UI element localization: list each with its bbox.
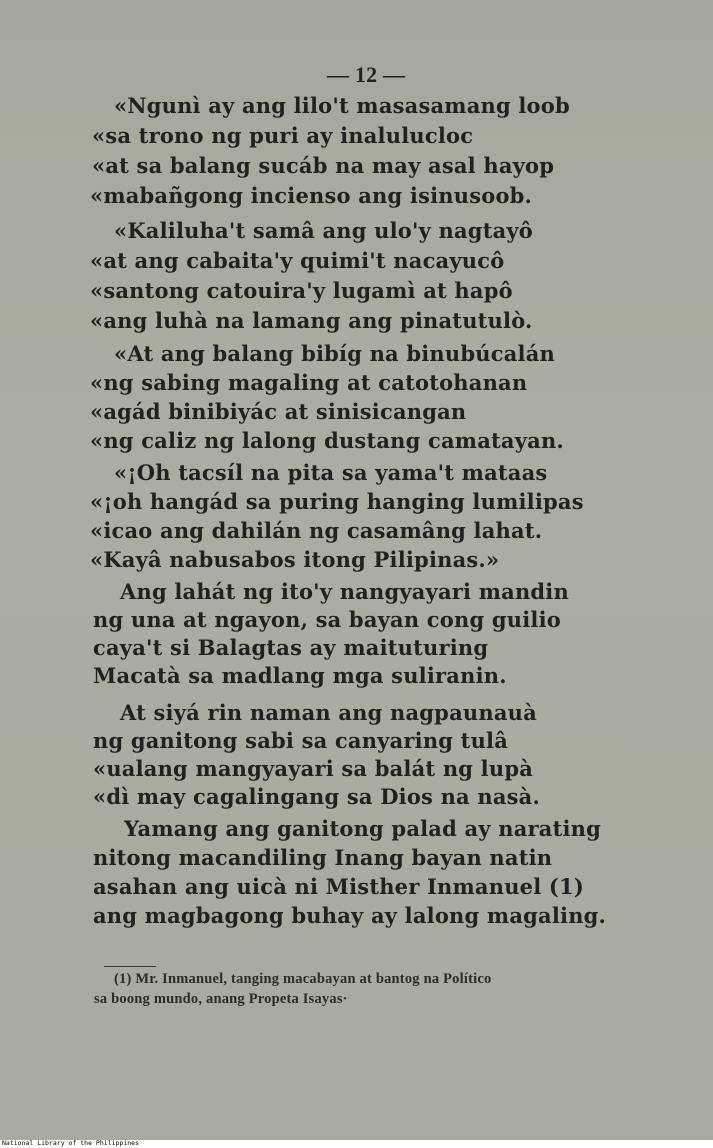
prose-line: ng ganitong sabi sa canyaring tulâ: [93, 728, 509, 753]
prose-line: «ualang mangyayari sa balát ng lupà: [93, 756, 534, 781]
library-credit: National Library of the Philippines: [2, 1139, 139, 1147]
verse-line: «¡Oh tacsíl na pita sa yama't mataas: [114, 460, 548, 485]
prose-line: Ang lahát ng ito'y nangyayari mandin: [120, 579, 569, 604]
prose-line: «dì may cagalingang sa Dios na nasà.: [93, 784, 540, 809]
footnote-line: (1) Mr. Inmanuel, tanging macabayan at bantog na Político: [114, 971, 492, 987]
verse-line: «ang luhà na lamang ang pinatutulò.: [90, 308, 533, 333]
footnote-line: sa boong mundo, anang Propeta Isayas·: [94, 991, 348, 1007]
verse-line: «santong catouira'y lugamì at hapô: [90, 278, 513, 303]
verse-line: «agád binibiyác at sinisicangan: [90, 399, 467, 424]
verse-line: «Kayâ nabusabos itong Pilipinas.»: [90, 547, 500, 572]
verse-line: «sa trono ng puri ay inalulucloc: [92, 123, 474, 148]
prose-line: ng una at ngayon, sa bayan cong guilio: [93, 607, 561, 632]
prose-line: Yamang ang ganitong palad ay narating: [124, 816, 601, 841]
verse-line: «ng caliz ng lalong dustang camatayan.: [90, 428, 564, 453]
prose-line: nitong macandiling Inang bayan natin: [93, 845, 553, 870]
verse-line: «Kaliluha't samâ ang ulo'y nagtayô: [114, 218, 534, 243]
page-number: — 12 —: [327, 62, 406, 87]
prose-line: At siyá rin naman ang nagpaunauà: [120, 700, 537, 725]
verse-line: «Ngunì ay ang lilo't masasamang loob: [114, 93, 570, 118]
library-credit-strip: [0, 1140, 713, 1148]
prose-line: caya't si Balagtas ay maituturing: [93, 635, 489, 660]
verse-line: «¡oh hangád sa puring hanging lumilipas: [90, 489, 584, 514]
prose-line: Macatà sa madlang mga suliranin.: [93, 663, 507, 688]
prose-line: asahan ang uicà ni Misther Inmanuel (1): [93, 874, 585, 899]
verse-line: «mabañgong incienso ang isinusoob.: [90, 183, 533, 208]
verse-line: «at ang cabaita'y quimi't nacayucô: [90, 248, 505, 273]
verse-line: «At ang balang bibíg na binubúcalán: [114, 341, 555, 366]
prose-line: ang magbagong buhay ay lalong magaling.: [93, 903, 607, 928]
verse-line: «at sa balang sucáb na may asal hayop: [92, 153, 555, 178]
footnote-rule: [104, 966, 156, 967]
verse-line: «icao ang dahilán ng casamâng lahat.: [90, 518, 543, 543]
verse-line: «ng sabing magaling at catotohanan: [90, 370, 528, 395]
